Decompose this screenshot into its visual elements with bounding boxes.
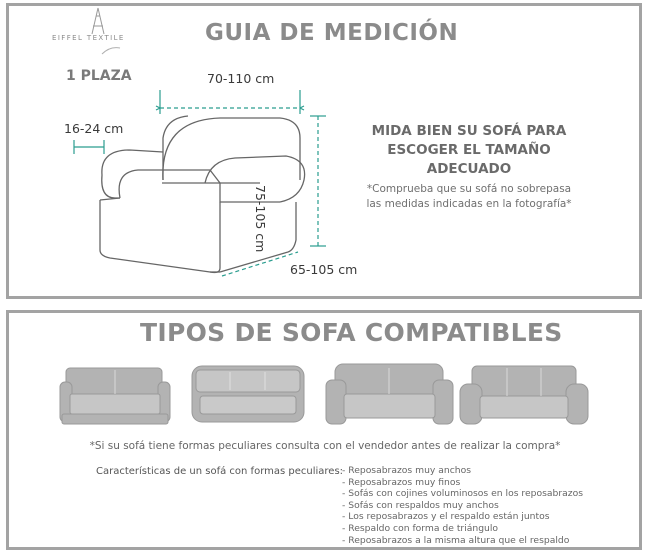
measure-advice: [360, 122, 578, 179]
list-item: - Reposabrazos a la misma altura que el respaldo: [342, 534, 570, 546]
eiffel-tower-logo-icon: [78, 6, 118, 36]
list-item: - Respaldo con forma de triángulo: [342, 522, 499, 534]
compatible-note: *Si su sofá tiene formas peculiares consulta con el vendedor antes de realizar la compra*: [89, 440, 561, 452]
compatible-sofas-row: [0, 360, 650, 430]
guide-title: GUIA DE MEDICIÓN: [205, 20, 459, 46]
depth-dimension-label: 65-105 cm: [290, 262, 358, 277]
advice-line: ESCOGER EL TAMAÑO: [387, 142, 551, 158]
advice-line: ADECUADO: [426, 161, 512, 177]
brand-name: EIFFEL TEXTILE: [52, 34, 125, 42]
armrest-dimension-label: 16-24 cm: [64, 121, 124, 136]
note-line: las medidas indicadas en la fotografía*: [366, 198, 572, 210]
sofa-type-2-icon: [192, 366, 304, 422]
list-item: - Reposabrazos muy finos: [342, 476, 461, 488]
list-item: - Reposabrazos muy anchos: [342, 465, 471, 476]
brand-swoosh-icon: [100, 44, 122, 56]
size-label: 1 PLAZA: [66, 68, 132, 84]
height-dimension-label: 75-105 cm: [253, 185, 268, 253]
list-item: - Sofás con cojines voluminosos en los reposabrazos: [342, 488, 583, 500]
note-line: *Comprueba que su sofá no sobrepasa: [366, 183, 572, 195]
width-dimension-label: 70-110 cm: [207, 71, 275, 86]
advice-line: MIDA BIEN SU SOFÁ PARA: [371, 123, 567, 139]
list-item: - Sofás con respaldos muy anchos: [342, 499, 499, 511]
measure-note: [355, 182, 583, 212]
list-item: - Los reposabrazos y el respaldo están juntos: [342, 511, 550, 523]
sofa-type-1-icon: [60, 368, 170, 424]
peculiar-label: Características de un sofá con formas peculiares:: [96, 466, 344, 477]
compatible-title: TIPOS DE SOFA COMPATIBLES: [140, 318, 563, 347]
peculiar-list: [342, 465, 583, 546]
sofa-type-4-icon: [460, 366, 588, 424]
sofa-type-3-icon: [326, 364, 453, 424]
